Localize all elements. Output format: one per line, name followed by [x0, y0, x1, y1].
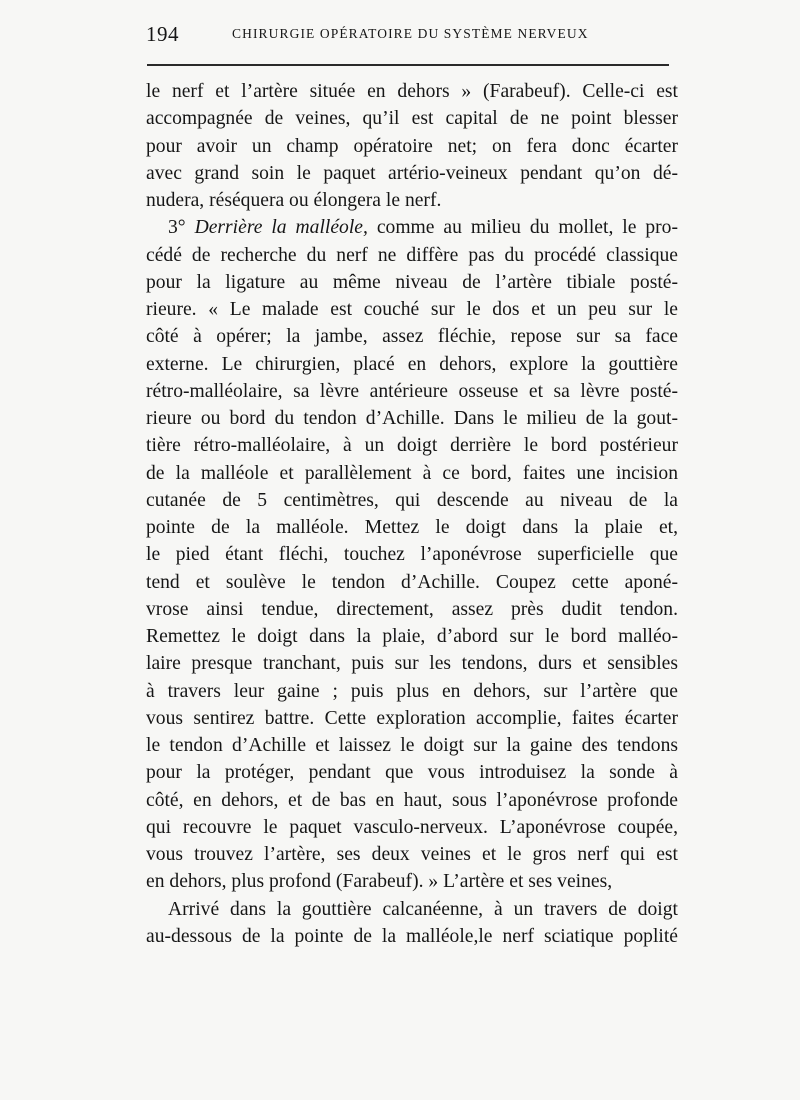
text-line: nudera, réséquera ou élongera le nerf.	[146, 190, 442, 211]
text-line: à travers leur gaine ; puis plus en dehors, sur l’artère que	[146, 680, 678, 702]
text-line: Arrivé dans la gouttière calcanéenne, à un travers de doigt	[168, 898, 678, 920]
text-fragment: comme au milieu du mollet, le pro-	[376, 217, 678, 239]
text-line: externe. Le chirurgien, placé en dehors, explore la gouttière	[146, 353, 678, 375]
text-line: Remettez le doigt dans la plaie, d’abord sur le bord malléo-	[146, 626, 678, 647]
text-line: vous sentirez battre. Cette exploration accomplie, faites écarter	[146, 707, 678, 729]
text-line: cutanée de 5 centimètres, qui descende au niveau de la	[146, 489, 678, 511]
text-line: qui recouvre le paquet vasculo-nerveux. L’aponévrose coupée,	[146, 816, 678, 838]
text-line: rétro-malléolaire, sa lèvre antérieure osseuse et sa lèvre posté-	[146, 380, 678, 402]
text-line: tière rétro-malléolaire, à un doigt derrière le bord postérieur	[146, 435, 678, 457]
header-rule	[147, 64, 669, 66]
paragraph-first-line	[146, 214, 678, 241]
text-line: rieure. « Le malade est couché sur le dos et un peu sur le	[146, 299, 678, 320]
text-line: le tendon d’Achille et laissez le doigt sur la gaine des tendons	[146, 735, 678, 756]
text-line: le pied étant fléchi, touchez l’aponévrose superficielle que	[146, 544, 678, 566]
text-line: laire presque tranchant, puis sur les tendons, durs et sensibles	[146, 653, 678, 675]
text-line: vous trouvez l’artère, ses deux veines et le gros nerf qui est	[146, 844, 678, 865]
section-heading: Derrière la malléole,	[194, 217, 368, 239]
text-line: accompagnée de veines, qu’il est capital de ne point blesser	[146, 108, 678, 130]
text-line: pour avoir un champ opératoire net; on fera donc écarter	[146, 135, 678, 157]
text-line: en dehors, plus profond (Farabeuf). » L’artère et ses veines,	[146, 871, 613, 893]
text-line: cédé de recherche du nerf ne diffère pas du procédé classique	[146, 244, 678, 266]
section-number: 3°	[168, 217, 186, 239]
text-line: pointe de la malléole. Mettez le doigt dans la plaie et,	[146, 517, 678, 538]
text-line: tend et soulève le tendon d’Achille. Coupez cette aponé-	[146, 571, 678, 593]
page-header	[146, 22, 681, 48]
text-line: au-dessous de la pointe de la malléole,le nerf sciatique poplité	[146, 925, 678, 947]
text-line: le nerf et l’artère située en dehors » (Farabeuf). Celle-ci est	[146, 81, 678, 102]
text-line: avec grand soin le paquet artério-veineux pendant qu’on dé-	[146, 162, 678, 184]
running-head: CHIRURGIE OPÉRATOIRE DU SYSTÈME NERVEUX	[232, 26, 589, 41]
text-line: pour la ligature au même niveau de l’artère tibiale posté-	[146, 271, 678, 293]
text-line: vrose ainsi tendue, directement, assez près dudit tendon.	[146, 598, 678, 620]
page-number: 194	[146, 22, 179, 46]
text-line: pour la protéger, pendant que vous introduisez la sonde à	[146, 762, 678, 784]
text-line: côté à opérer; la jambe, assez fléchie, repose sur sa face	[146, 326, 678, 348]
body-text	[146, 78, 678, 950]
text-line: de la malléole et parallèlement à ce bord, faites une incision	[146, 462, 678, 484]
text-line: côté, en dehors, et de bas en haut, sous l’aponévrose profonde	[146, 789, 678, 811]
text-line: rieure ou bord du tendon d’Achille. Dans le milieu de la gout-	[146, 408, 678, 429]
